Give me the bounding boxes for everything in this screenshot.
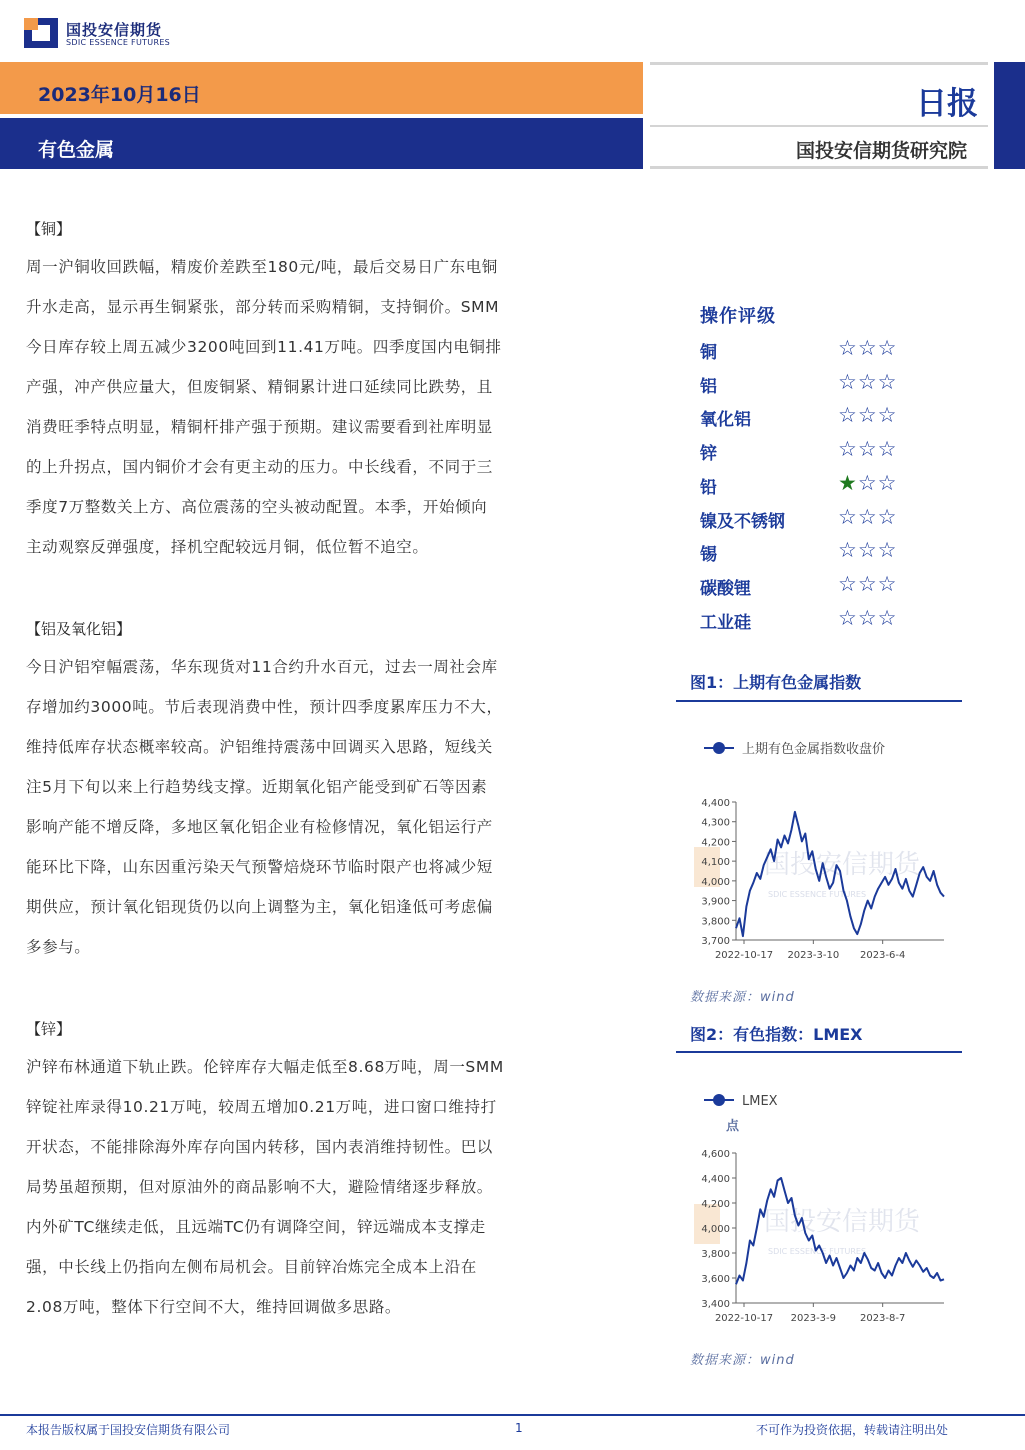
y-tick-label: 4,300 xyxy=(701,817,730,829)
header-rule-bottom xyxy=(650,166,988,169)
y-tick-label: 3,900 xyxy=(701,896,730,908)
star-outline-icon: ☆ xyxy=(838,538,858,563)
y-tick-label: 4,100 xyxy=(701,857,730,869)
footer-copyright: 本报告版权属于国投安信期货有限公司 xyxy=(26,1423,231,1437)
text-line: 注5月下旬以来上行趋势线支撑。近期氧化铝产能受到矿石等因素 xyxy=(26,778,488,796)
text-line: 开状态，不能排除海外库存向国内转移，国内表消维持韧性。巴以 xyxy=(26,1138,493,1156)
text-line: 2.08万吨，整体下行空间不大，维持回调做多思路。 xyxy=(26,1298,402,1316)
legend-label: 上期有色金属指数收盘价 xyxy=(742,742,886,757)
y-tick-label: 4,600 xyxy=(701,1149,730,1160)
star-outline-icon: ☆ xyxy=(838,437,858,462)
text-line: 能环比下降，山东因重污染天气预警焙烧环节临时限产也将减少短 xyxy=(26,858,493,876)
star-outline-icon: ☆ xyxy=(857,571,878,596)
x-tick-label: 2023-3-10 xyxy=(787,950,840,961)
rating-stars xyxy=(838,437,897,461)
x-tick-label: 2023-8-7 xyxy=(859,1313,906,1324)
figure-1-rule xyxy=(676,700,962,702)
star-outline-icon: ☆ xyxy=(877,504,898,529)
y-tick-label: 3,600 xyxy=(701,1274,730,1285)
star-outline-icon: ☆ xyxy=(877,437,898,462)
text-line: 季度7万整数关上方、高位震荡的空头被动配置。本季，开始倾向 xyxy=(26,498,488,516)
rating-stars xyxy=(838,606,897,630)
text-line: 内外矿TC继续走低，且远端TC仍有调降空间，锌远端成本支撑走 xyxy=(26,1218,486,1236)
star-outline-icon: ☆ xyxy=(857,538,878,563)
text-line: 期供应，预计氧化铝现货仍以向上调整为主，氧化铝逢低可考虑偏 xyxy=(26,898,493,916)
text-line: 存增加约3000吨。节后表现消费中性，预计四季度累库压力不大， xyxy=(26,698,503,716)
y-tick-label: 4,000 xyxy=(701,876,730,888)
text-line: 沪锌布林通道下轨止跌。伦锌库存大幅走低至8.68万吨，周一SMM xyxy=(26,1058,504,1076)
rating-row xyxy=(700,604,920,638)
star-outline-icon: ☆ xyxy=(877,538,898,563)
rating-stars xyxy=(838,471,897,495)
report-type: 日报 xyxy=(916,86,978,122)
rating-row xyxy=(700,536,920,570)
rating-stars xyxy=(838,370,897,394)
y-tick-label: 3,800 xyxy=(701,916,730,928)
header-rule-mid xyxy=(650,125,988,127)
page-number: 1 xyxy=(515,1421,523,1435)
rating-name: 锌 xyxy=(700,444,717,465)
rating-stars xyxy=(838,538,897,562)
chart-svg xyxy=(676,726,962,971)
x-tick-label: 2023-6-4 xyxy=(859,950,906,961)
logo-text-en: SDIC ESSENCE FUTURES xyxy=(66,38,171,47)
watermark-text: 国投安信期货 xyxy=(764,1207,921,1237)
star-outline-icon: ☆ xyxy=(857,605,878,630)
star-outline-icon: ☆ xyxy=(877,605,898,630)
y-axis-unit: 点 xyxy=(726,1119,740,1134)
figure-1-source: 数据来源：wind xyxy=(690,990,795,1005)
report-date: 2023年10月16日 xyxy=(38,84,201,106)
rating-row xyxy=(700,334,920,368)
rating-name: 铜 xyxy=(700,343,717,363)
rating-row xyxy=(700,435,920,469)
rating-name: 铅 xyxy=(700,477,717,498)
text-line: 多参与。 xyxy=(26,938,91,956)
footer-rule xyxy=(0,1414,1025,1416)
chart-lmex-index xyxy=(676,1080,962,1335)
y-tick-label: 4,400 xyxy=(701,1174,730,1185)
star-outline-icon: ☆ xyxy=(838,336,858,360)
y-tick-label: 4,200 xyxy=(701,1199,730,1210)
text-line: 锌锭社库录得10.21万吨，较周五增加0.21万吨，进口窗口维持打 xyxy=(26,1098,497,1116)
footer-disclaimer: 不可作为投资依据，转载请注明出处 xyxy=(756,1423,949,1437)
watermark-subtext: SDIC ESSENCE FUTURES xyxy=(768,890,867,899)
figure-2-source: 数据来源：wind xyxy=(690,1353,795,1368)
star-outline-icon: ☆ xyxy=(857,403,878,428)
star-outline-icon: ☆ xyxy=(838,403,858,428)
star-outline-icon: ☆ xyxy=(838,504,858,529)
text-line: 今日库存较上周五减少3200吨回到11.41万吨。四季度国内电铜排 xyxy=(26,338,502,356)
star-filled-icon: ★ xyxy=(838,470,858,495)
star-outline-icon: ☆ xyxy=(838,369,858,394)
rating-stars xyxy=(838,336,897,360)
star-outline-icon: ☆ xyxy=(877,336,898,360)
text-line: 产强，冲产供应量大，但废铜紧、精铜累计进口延续同比跌势，且 xyxy=(26,378,493,396)
star-outline-icon: ☆ xyxy=(877,369,898,394)
star-outline-icon: ☆ xyxy=(857,369,878,394)
rating-name: 铝 xyxy=(700,376,717,397)
y-tick-label: 3,700 xyxy=(701,936,730,947)
text-line: 周一沪铜收回跌幅，精废价差跌至180元/吨，最后交易日广东电铜 xyxy=(26,258,498,276)
text-line: 的上升拐点，国内铜价才会有更主动的压力。中长线看，不同于三 xyxy=(26,458,493,476)
section-body-zinc xyxy=(26,1047,609,1327)
text-line: 强，中长线上仍指向左侧布局机会。目前锌冶炼完全成本上沿在 xyxy=(26,1258,477,1276)
star-outline-icon: ☆ xyxy=(877,403,898,428)
y-tick-label: 4,400 xyxy=(701,798,730,809)
y-tick-label: 4,200 xyxy=(701,837,730,849)
x-tick-label: 2023-3-9 xyxy=(790,1313,837,1324)
text-line: 消费旺季特点明显，精铜杆排产强于预期。建议需要看到社库明显 xyxy=(26,418,493,436)
y-tick-label: 3,800 xyxy=(701,1249,730,1260)
x-tick-label: 2022-10-17 xyxy=(714,1313,774,1324)
header-rule-top xyxy=(650,62,988,65)
text-line: 今日沪铝窄幅震荡，华东现货对11合约升水百元，过去一周社会库 xyxy=(26,658,498,676)
legend-marker xyxy=(713,742,725,754)
y-tick-label: 3,400 xyxy=(701,1299,730,1310)
rating-row xyxy=(700,570,920,604)
rating-row xyxy=(700,368,920,402)
section-title-aluminum: 【铝及氧化铝】 xyxy=(26,620,132,638)
star-outline-icon: ☆ xyxy=(877,571,898,596)
star-outline-icon: ☆ xyxy=(857,437,878,462)
rating-stars xyxy=(838,403,897,427)
ratings-title: 操作评级 xyxy=(700,306,776,327)
text-line: 局势虽超预期，但对原油外的商品影响不大，避险情绪逐步释放。 xyxy=(26,1178,493,1196)
chart-svg xyxy=(676,1080,962,1335)
figure-2-rule xyxy=(676,1051,962,1053)
watermark-subtext: SDIC ESSENCE FUTURES xyxy=(768,1247,867,1256)
rating-stars xyxy=(838,572,897,596)
company-logo-icon xyxy=(24,18,58,48)
x-tick-label: 2022-10-17 xyxy=(714,950,774,961)
rating-name: 锡 xyxy=(700,545,717,566)
text-line: 影响产能不增反降，多地区氧化铝企业有检修情况，氧化铝运行产 xyxy=(26,818,493,836)
star-outline-icon: ☆ xyxy=(857,470,878,495)
watermark-text: 国投安信期货 xyxy=(764,850,921,880)
star-outline-icon: ☆ xyxy=(838,605,858,630)
rating-name: 碳酸锂 xyxy=(700,578,751,599)
report-sector: 有色金属 xyxy=(38,139,115,161)
section-title-zinc: 【锌】 xyxy=(26,1020,72,1038)
y-tick-label: 4,000 xyxy=(701,1224,730,1235)
star-outline-icon: ☆ xyxy=(838,571,858,596)
star-outline-icon: ☆ xyxy=(877,470,898,495)
rating-name: 镍及不锈钢 xyxy=(700,511,785,532)
rating-stars xyxy=(838,505,897,529)
star-outline-icon: ☆ xyxy=(857,504,878,529)
section-title-copper: 【铜】 xyxy=(26,220,72,238)
header-side-block xyxy=(994,62,1025,169)
chart-shfe-metals-index xyxy=(676,726,962,971)
figure-1-title: 图1：上期有色金属指数 xyxy=(690,673,862,692)
section-body-copper xyxy=(26,247,609,567)
rating-row xyxy=(700,469,920,503)
logo-text-cn: 国投安信期货 xyxy=(66,21,163,39)
text-line: 升水走高，显示再生铜紧张，部分转而采购精铜，支持铜价。SMM xyxy=(26,298,500,316)
star-outline-icon: ☆ xyxy=(857,336,878,360)
text-line: 主动观察反弹强度，择机空配较远月铜，低位暂不追空。 xyxy=(26,538,429,556)
institute-name: 国投安信期货研究院 xyxy=(796,140,968,162)
section-body-aluminum xyxy=(26,647,609,967)
rating-row xyxy=(700,503,920,537)
rating-row xyxy=(700,401,920,435)
rating-name: 氧化铝 xyxy=(700,410,751,431)
legend-label: LMEX xyxy=(742,1094,778,1109)
figure-2-title: 图2：有色指数：LMEX xyxy=(690,1025,863,1044)
text-line: 维持低库存状态概率较高。沪铝维持震荡中回调买入思路，短线关 xyxy=(26,738,493,756)
legend-marker xyxy=(713,1094,725,1106)
rating-name: 工业硅 xyxy=(700,612,751,633)
